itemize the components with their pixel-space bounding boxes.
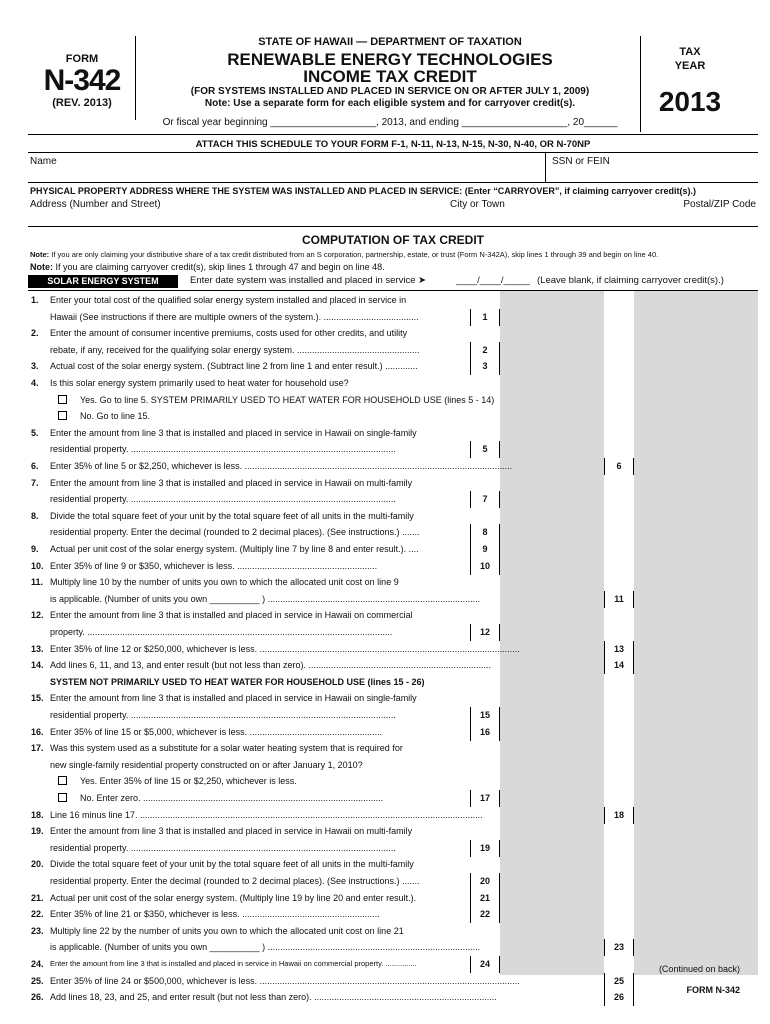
- line-row: [28, 773, 758, 790]
- line-box-right[interactable]: 25: [604, 973, 634, 990]
- line-text: [50, 607, 413, 623]
- line-text-content: Enter 35% of line 9 or $350, whichever is less. ........................................................: [50, 560, 378, 571]
- form-note: Note: Use a separate form for each eligible system and for carryover credit(s).: [204, 98, 576, 109]
- line-text: [80, 773, 297, 789]
- footer-form: FORM N-342: [686, 985, 740, 995]
- line-box-left[interactable]: 15: [470, 707, 500, 724]
- line-number: 14.: [31, 660, 44, 671]
- line-row: [28, 292, 758, 309]
- line-row: [28, 724, 758, 741]
- line-text-content: residential property. ..........................................................................................................: [50, 842, 396, 853]
- line-text: [50, 458, 512, 474]
- line-box-left[interactable]: 24: [470, 956, 500, 973]
- line-row: [28, 740, 758, 757]
- date-prompt: Enter date system was installed and placed in service ➤: [190, 275, 427, 286]
- line-box-left[interactable]: 19: [470, 840, 500, 857]
- line-box-left[interactable]: 9: [470, 541, 500, 558]
- line-text-content: Actual cost of the solar energy system. (Subtract line 2 from line 1 and enter result.) .............: [50, 361, 418, 372]
- line-text-content: Yes. Go to line 5. SYSTEM PRIMARILY USED TO HEAT WATER FOR HOUSEHOLD USE (lines 5 - 14): [80, 394, 495, 405]
- line-row: [28, 541, 758, 558]
- attach-divider: [28, 152, 758, 153]
- checkbox[interactable]: [58, 793, 67, 802]
- line-text-content: Enter your total cost of the qualified solar energy system installed and placed in service in: [50, 295, 407, 305]
- line-row: [28, 375, 758, 392]
- line-text-content: Add lines 6, 11, and 13, and enter result (but not less than zero). .........................................................................: [50, 660, 492, 671]
- line-box-left[interactable]: 12: [470, 624, 500, 641]
- line-text-content: Is this solar energy system primarily used to heat water for household use?: [50, 378, 349, 388]
- line-number: 18.: [31, 809, 44, 820]
- line-text: [50, 292, 406, 308]
- line-text: [50, 690, 417, 706]
- line-row: [28, 906, 758, 923]
- line-box-left[interactable]: 5: [470, 441, 500, 458]
- line-row: [28, 342, 758, 359]
- line-row: [28, 624, 758, 641]
- note-2-label: Note:: [30, 262, 53, 272]
- line-box-left[interactable]: 16: [470, 724, 500, 741]
- line-text: [50, 724, 382, 740]
- line-text-content: residential property. Enter the decimal (rounded to 2 decimal places). (See instructions.) .......: [50, 527, 420, 538]
- line-box-left[interactable]: 22: [470, 906, 500, 923]
- line-text-content: Actual per unit cost of the solar energy system. (Multiply line 7 by line 8 and enter result.). ....: [50, 544, 419, 554]
- note-1-label: Note:: [30, 250, 50, 259]
- line-text: [80, 392, 494, 408]
- line-number: 2.: [31, 328, 39, 339]
- line-text: [50, 674, 425, 690]
- line-text-content: Line 16 minus line 17. .........................................................................................................................................: [50, 809, 483, 820]
- line-row: [28, 325, 758, 342]
- line-text: [50, 524, 420, 540]
- checkbox[interactable]: [58, 411, 67, 420]
- line-text-content: SYSTEM NOT PRIMARILY USED TO HEAT WATER FOR HOUSEHOLD USE (lines 15 - 26): [50, 676, 425, 687]
- line-row: [28, 491, 758, 508]
- line-row: [28, 923, 758, 940]
- line-text: [50, 890, 416, 906]
- ssn-label[interactable]: SSN or FEIN: [552, 156, 610, 167]
- line-number: 3.: [31, 361, 39, 372]
- line-row: [28, 591, 758, 608]
- date-note: (Leave blank, if claiming carryover credit(s).): [537, 275, 724, 286]
- line-text-content: new single-family residential property constructed on or after January 1, 2010?: [50, 759, 363, 770]
- form-revision: (REV. 2013): [52, 97, 112, 109]
- fiscal-year-line[interactable]: Or fiscal year beginning ___________________, 2013, and ending ___________________, 20______: [162, 117, 618, 128]
- line-text-content: residential property. ..........................................................................................................: [50, 494, 396, 505]
- line-text-content: Enter the amount from line 3 that is installed and placed in service in Hawaii on single-family: [50, 427, 417, 438]
- line-row: [28, 607, 758, 624]
- line-text: [50, 740, 403, 756]
- line-box-left[interactable]: 1: [470, 309, 500, 326]
- line-text: [50, 441, 396, 457]
- line-box-left[interactable]: 3: [470, 358, 500, 375]
- line-row: [28, 475, 758, 492]
- line-text-content: Divide the total square feet of your unit by the total square feet of all units in the multi-family: [50, 859, 414, 870]
- line-box-right[interactable]: 26: [604, 989, 634, 1006]
- line-row: [28, 574, 758, 591]
- line-text-content: is applicable. (Number of units you own __________ ) .....................................................................................: [50, 593, 481, 604]
- line-number: 7.: [31, 477, 39, 488]
- line-box-right[interactable]: 23: [604, 939, 634, 956]
- line-text-content: residential property. Enter the decimal (rounded to 2 decimal places). (See instructions.) .......: [50, 876, 420, 886]
- line-text: [50, 475, 412, 491]
- line-text: [50, 491, 396, 507]
- line-text-content: No. Enter zero. ................................................................................................: [80, 793, 384, 803]
- attach-instruction: ATTACH THIS SCHEDULE TO YOUR FORM F-1, N-11, N-13, N-15, N-30, N-40, OR N-70NP: [195, 139, 591, 150]
- name-ssn-divider: [545, 152, 546, 182]
- line-number: 22.: [31, 909, 44, 920]
- form-subtitle: (FOR SYSTEMS INSTALLED AND PLACED IN SERVICE ON OR AFTER JULY 1, 2009): [190, 86, 590, 97]
- line-number: 16.: [31, 726, 44, 737]
- form-number: N-342: [43, 64, 121, 97]
- line-box-left[interactable]: 7: [470, 491, 500, 508]
- line-row: [28, 840, 758, 857]
- line-text-content: Enter 35% of line 12 or $250,000, whichever is less. ........................................................................................................: [50, 643, 520, 654]
- line-number: 10.: [31, 560, 44, 571]
- line-text-content: Enter 35% of line 24 or $500,000, whichever is less. ........................................................................................................: [50, 975, 520, 986]
- header-divider: [28, 134, 758, 135]
- line-number: 17.: [31, 743, 44, 754]
- form-label: FORM: [65, 53, 99, 65]
- line-row: [28, 807, 758, 824]
- line-text-content: Hawaii (See instructions if there are multiple owners of the system.). ......................................: [50, 311, 419, 322]
- line-text-content: Enter the amount from line 3 that is installed and placed in service in Hawaii on single-family: [50, 693, 417, 704]
- line-row: [28, 690, 758, 707]
- line-box-right[interactable]: 6: [604, 458, 634, 475]
- line-number: 4.: [31, 378, 39, 388]
- note-1-text: If you are only claiming your distributive share of a tax credit distributed from an S corporation, partnership, estate, or trust (Form N-342A), skip lines 1 through 39 and begin on line 40.: [51, 250, 659, 259]
- line-text: [50, 973, 520, 989]
- line-number: 19.: [31, 826, 44, 837]
- line-text: [50, 541, 419, 557]
- address-label[interactable]: Address (Number and Street): [30, 199, 161, 210]
- line-row: [28, 790, 758, 807]
- line-text: [50, 624, 392, 640]
- line-text-content: Divide the total square feet of your unit by the total square feet of all units in the multi-family: [50, 510, 414, 521]
- line-text: [50, 558, 377, 574]
- line-row: [28, 524, 758, 541]
- line-row: [28, 873, 758, 890]
- line-row: [28, 890, 758, 907]
- line-text: [50, 989, 497, 1005]
- line-text-content: Enter the amount from line 3 that is installed and placed in service in Hawaii on commercial property. ...............: [50, 959, 417, 968]
- line-text: [50, 574, 399, 590]
- line-row: [28, 856, 758, 873]
- line-text: [50, 641, 520, 657]
- postal-label[interactable]: Postal/ZIP Code: [683, 199, 756, 210]
- line-row: [28, 641, 758, 658]
- line-box-right[interactable]: 18: [604, 807, 634, 824]
- line-number: 12.: [31, 610, 44, 621]
- line-text: [50, 508, 414, 524]
- line-number: 15.: [31, 693, 44, 704]
- line-text-content: Enter the amount from line 3 that is installed and placed in service in Hawaii on multi-family: [50, 826, 413, 837]
- line-box-left[interactable]: 8: [470, 524, 500, 541]
- line-number: 21.: [31, 892, 44, 903]
- line-text-content: rebate, if any, received for the qualifying solar energy system. .................................................: [50, 344, 420, 355]
- line-text-content: Yes. Enter 35% of line 15 or $2,250, whichever is less.: [80, 776, 297, 787]
- computation-title: COMPUTATION OF TAX CREDIT: [302, 233, 484, 247]
- line-text-content: Multiply line 22 by the number of units you own to which the allocated unit cost on line 21: [50, 925, 404, 936]
- line-text: [50, 309, 419, 325]
- physical-address-heading: PHYSICAL PROPERTY ADDRESS WHERE THE SYSTEM WAS INSTALLED AND PLACED IN SERVICE: (Enter “CARRYOVER”, if claiming carryover credit(s).): [30, 186, 696, 196]
- line-text: [50, 923, 404, 939]
- line-text: [50, 757, 363, 773]
- line-number: 24.: [31, 959, 44, 969]
- line-row: [28, 674, 758, 691]
- line-text: [50, 906, 380, 922]
- name-label[interactable]: Name: [30, 156, 57, 167]
- form-title-line2: INCOME TAX CREDIT: [303, 67, 477, 86]
- line-number: 11.: [31, 577, 44, 588]
- line-text-content: No. Go to line 15.: [80, 411, 151, 422]
- line-text-content: is applicable. (Number of units you own __________ ) .....................................................................................: [50, 942, 481, 953]
- tax-year-label-2: YEAR: [674, 60, 706, 72]
- line-text: [50, 939, 480, 955]
- line-row: [28, 458, 758, 475]
- line-number: 1.: [31, 295, 39, 305]
- tax-year: 2013: [658, 86, 722, 117]
- line-number: 5.: [31, 427, 39, 438]
- city-label[interactable]: City or Town: [450, 199, 505, 210]
- line-row: [28, 657, 758, 674]
- date-input[interactable]: ____/____/_____: [456, 275, 530, 286]
- line-number: 8.: [31, 510, 39, 521]
- line-text-content: Actual per unit cost of the solar energy system. (Multiply line 19 by line 20 and enter result.).: [50, 892, 417, 903]
- line-text-content: Enter the amount from line 3 that is installed and placed in service in Hawaii on multi-family: [50, 477, 413, 488]
- line-text: [50, 325, 407, 341]
- line-row: [28, 823, 758, 840]
- address-divider: [28, 226, 758, 227]
- line-row: [28, 441, 758, 458]
- checkbox[interactable]: [58, 776, 67, 785]
- line-row: [28, 309, 758, 326]
- line-box-left[interactable]: 10: [470, 558, 500, 575]
- line-text: [50, 425, 417, 441]
- name-divider: [28, 182, 758, 183]
- line-text: [50, 873, 420, 889]
- line-text: [50, 358, 418, 374]
- line-box-right[interactable]: 11: [604, 591, 634, 608]
- line-text: [50, 856, 414, 872]
- line-box-right[interactable]: 13: [604, 641, 634, 658]
- line-text-content: residential property. ..........................................................................................................: [50, 444, 396, 455]
- line-text: [50, 591, 480, 607]
- line-text: [50, 707, 396, 723]
- line-text: [80, 408, 150, 424]
- line-text: [80, 790, 383, 806]
- note-2: [30, 262, 385, 272]
- line-text-content: Multiply line 10 by the number of units you own to which the allocated unit cost on line 9: [50, 577, 399, 588]
- line-text: [50, 342, 419, 358]
- line-row: [28, 358, 758, 375]
- line-row: [28, 408, 758, 425]
- form-title-line1: RENEWABLE ENERGY TECHNOLOGIES: [227, 50, 553, 69]
- line-number: 26.: [31, 992, 44, 1003]
- line-row: [28, 392, 758, 409]
- checkbox[interactable]: [58, 395, 67, 404]
- agency: STATE OF HAWAII — DEPARTMENT OF TAXATION: [258, 36, 522, 48]
- line-text-content: Enter 35% of line 21 or $350, whichever is less. .......................................................: [50, 909, 380, 920]
- line-row: [28, 425, 758, 442]
- line-row: [28, 707, 758, 724]
- line-text-content: Add lines 18, 23, and 25, and enter result (but not less than zero). .........................................................................: [50, 992, 497, 1003]
- line-text: [50, 657, 491, 673]
- tax-year-label-1: TAX: [679, 46, 701, 58]
- line-text-content: Enter the amount of consumer incentive premiums, costs used for other credits, and utility: [50, 328, 408, 339]
- line-row: [28, 939, 758, 956]
- line-number: 20.: [31, 859, 44, 870]
- line-box-left[interactable]: 21: [470, 890, 500, 907]
- line-text: [50, 807, 483, 823]
- line-number: 6.: [31, 461, 39, 471]
- line-text: [50, 823, 412, 839]
- line-row: [28, 508, 758, 525]
- line-text-content: property. ..........................................................................................................................: [50, 627, 393, 637]
- line-box-right[interactable]: 14: [604, 657, 634, 674]
- line-text-content: Enter the amount from line 3 that is installed and placed in service in Hawaii on commercial: [50, 610, 413, 621]
- line-box-left[interactable]: 2: [470, 342, 500, 359]
- line-text-content: residential property. ..........................................................................................................: [50, 710, 396, 720]
- line-number: 9.: [31, 544, 39, 554]
- line-text: [50, 375, 349, 391]
- line-text: [50, 840, 396, 856]
- line-number: 23.: [31, 925, 44, 936]
- line-text-content: Was this system used as a substitute for a solar water heating system that is required for: [50, 743, 403, 754]
- continued-note: (Continued on back): [658, 964, 740, 974]
- line-box-left[interactable]: 20: [470, 873, 500, 890]
- solar-section-label: SOLAR ENERGY SYSTEM: [28, 275, 178, 288]
- line-box-left[interactable]: 17: [470, 790, 500, 807]
- note-2-text: If you are claiming carryover credit(s), skip lines 1 through 47 and begin on line 48.: [55, 262, 385, 272]
- line-text-content: Enter 35% of line 15 or $5,000, whichever is less. .....................................................: [50, 726, 383, 737]
- note-1: [30, 250, 760, 259]
- line-text: [50, 956, 417, 972]
- line-row: [28, 558, 758, 575]
- line-number: 13.: [31, 643, 44, 654]
- line-number: 25.: [31, 975, 44, 986]
- line-text-content: Enter 35% of line 5 or $2,250, whichever is less. ...........................................................................................................: [50, 461, 513, 471]
- line-row: [28, 757, 758, 774]
